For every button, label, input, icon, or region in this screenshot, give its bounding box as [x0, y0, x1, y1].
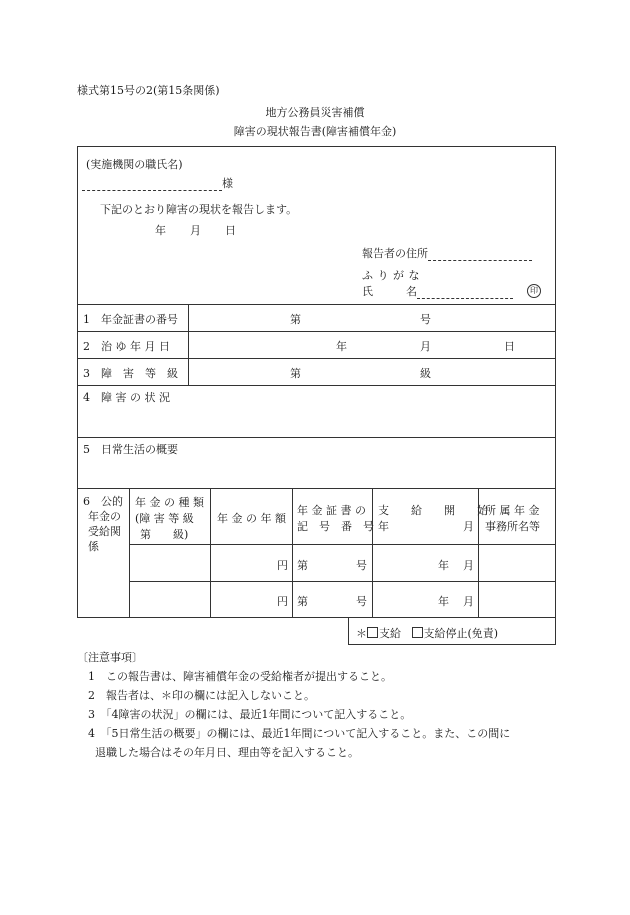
payment-label: 支給: [379, 627, 401, 640]
note-3: 3 「4障害の状況」の欄には、最近1年間について記入すること。: [88, 708, 412, 721]
h2-annual-amount: 年 金 の 年 額: [217, 512, 286, 525]
h1-line2: (障 害 等 級: [135, 512, 194, 525]
go-1: 号: [356, 559, 367, 572]
form-title-line1: 地方公務員災害補償: [265, 106, 365, 119]
row4-label: 4 障 害 の 状 況: [83, 391, 170, 404]
form-title-line2: 障害の現状報告書(障害補償年金): [233, 125, 397, 138]
row2-month: 月: [420, 340, 431, 353]
seal-mark: 印: [527, 284, 541, 298]
tsuki-2: 月: [463, 595, 474, 608]
date-day: 日: [225, 224, 236, 237]
row2-day: 日: [504, 340, 515, 353]
h4-line1: 支 給 開 始: [378, 504, 488, 517]
s6-label-4: 係: [88, 540, 99, 553]
addressee-field[interactable]: [82, 175, 233, 191]
name-field[interactable]: [362, 283, 513, 299]
reporter-address-field[interactable]: [362, 245, 532, 261]
nen-1: 年: [438, 559, 449, 572]
payment-checkbox[interactable]: [367, 627, 378, 638]
h5-line1: 所 属 年 金: [485, 504, 540, 517]
note-2: 2 報告者は、＊印の欄には記入しないこと。: [88, 689, 315, 702]
pension-type-field-1[interactable]: [130, 545, 210, 581]
row2-label: 2 治 ゆ 年 月 日: [83, 340, 170, 353]
row1-label: 1 年金証書の番号: [83, 313, 178, 326]
pension-office-field-1[interactable]: [479, 545, 555, 581]
date-year: 年: [155, 224, 166, 237]
go-2: 号: [356, 595, 367, 608]
nen-2: 年: [438, 595, 449, 608]
row2-year: 年: [336, 340, 347, 353]
intro-text: 下記のとおり障害の現状を報告します。: [100, 203, 298, 216]
note-4a: 4 「5日常生活の概要」の欄には、最近1年間について記入すること。また、この間に: [88, 727, 511, 740]
date-month: 月: [190, 224, 201, 237]
furigana-label: ふ り が な: [362, 269, 420, 282]
row3-kyu: 級: [420, 367, 431, 380]
name-label: 氏 名: [362, 285, 417, 298]
disability-status-field[interactable]: [78, 402, 555, 436]
suspension-checkbox[interactable]: [412, 627, 423, 638]
status-row: [356, 625, 498, 641]
pension-certificate-number-field[interactable]: [189, 305, 555, 331]
note-4b: 退職した場合はその年月日、理由等を記入すること。: [95, 746, 359, 759]
yen-1: 円: [277, 559, 288, 572]
yen-2: 円: [277, 595, 288, 608]
h4-year: 年: [378, 520, 389, 533]
asterisk-mark: ＊: [356, 627, 367, 640]
pension-office-field-2[interactable]: [479, 582, 555, 617]
addressee-label: (実施機関の職氏名): [86, 158, 183, 171]
row3-label: 3 障 害 等 級: [83, 367, 178, 380]
row1-go: 号: [420, 313, 431, 326]
h3-line1: 年 金 証 書 の: [297, 504, 366, 517]
dai-2: 第: [297, 595, 308, 608]
h3-line2: 記 号 番 号: [297, 520, 374, 533]
reporter-address-label: 報告者の住所: [362, 247, 428, 260]
h1-line1: 年 金 の 種 類: [135, 496, 204, 509]
tsuki-1: 月: [463, 559, 474, 572]
note-1: 1 この報告書は、障害補償年金の受給権者が提出すること。: [88, 670, 392, 683]
row5-label: 5 日常生活の概要: [83, 443, 178, 456]
daily-life-field[interactable]: [78, 455, 555, 487]
s6-label-3: 受給関: [88, 525, 121, 538]
row3-dai: 第: [290, 367, 301, 380]
s6-label-2: 年金の: [88, 510, 121, 523]
disability-grade-field[interactable]: [189, 359, 555, 385]
form-number: 様式第15号の2(第15条関係): [77, 84, 220, 97]
sama-label: 様: [222, 177, 233, 190]
s6-label-1: 6 公的: [83, 495, 123, 508]
pension-type-field-2[interactable]: [130, 582, 210, 617]
suspension-label: 支給停止(免責): [423, 627, 499, 640]
dai-1: 第: [297, 559, 308, 572]
row1-dai: 第: [290, 313, 301, 326]
h5-line2: 事務所名等: [485, 520, 540, 533]
cure-date-field[interactable]: [189, 332, 555, 358]
h4-month: 月: [463, 520, 474, 533]
h1-line3: 第 級): [140, 528, 189, 541]
notes-heading: 〔注意事項〕: [77, 651, 143, 664]
